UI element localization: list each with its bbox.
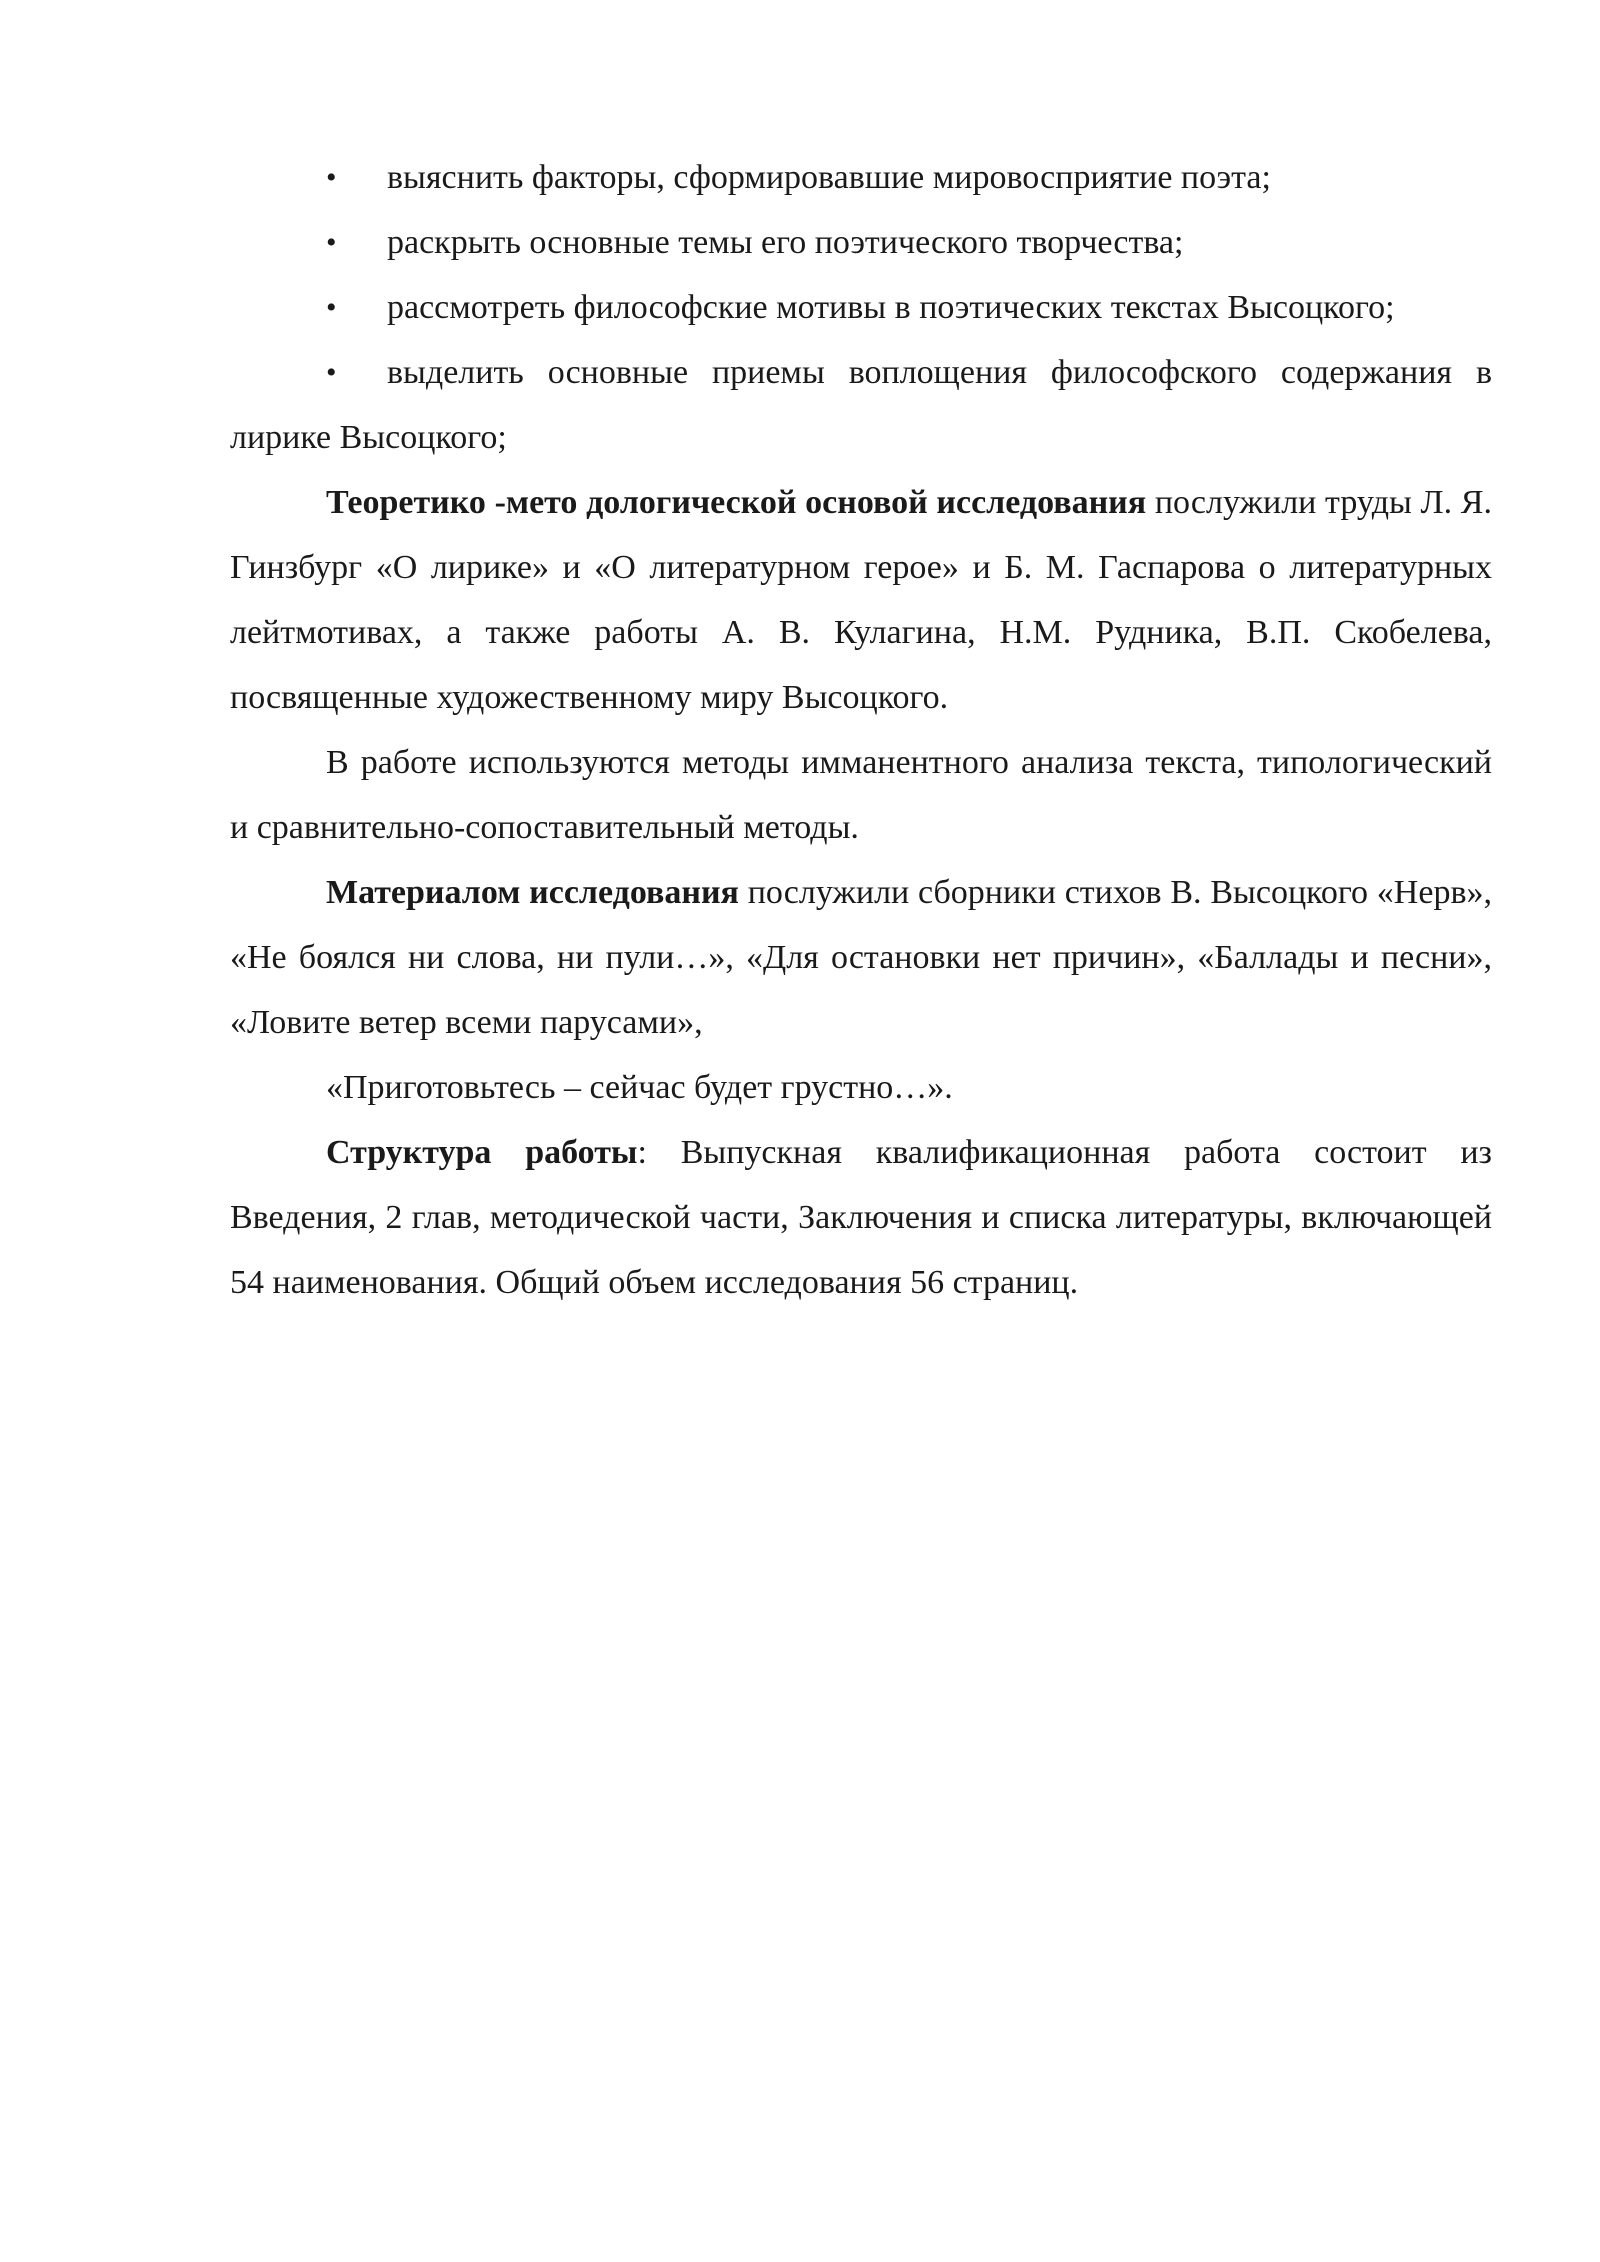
theory-paragraph	[230, 470, 1492, 730]
material-paragraph	[230, 860, 1492, 1055]
structure-paragraph	[230, 1120, 1492, 1315]
bullet-icon: •	[326, 226, 337, 259]
bullet-text: раскрыть основные темы его поэтического творчества;	[387, 224, 1184, 261]
bullet-item-2	[230, 210, 1492, 275]
bullet-icon: •	[326, 291, 337, 324]
bullet-item-4	[230, 340, 1492, 470]
structure-heading: Структура работы	[326, 1134, 638, 1171]
material-text: послужили сборники стихов В. Высоцкого «Нерв», «Не боялся ни слова, ни пули…», «Для остановки нет причин», «Баллады и песни», «Ловите ветер всеми парусами»,	[230, 874, 1493, 1041]
document-page	[230, 145, 1492, 1315]
theory-heading: Теоретико -мето дологической основой исследования	[326, 484, 1147, 521]
bullet-text: выяснить факторы, сформировавшие мировосприятие поэта;	[387, 159, 1271, 196]
material-continuation: «Приготовьтесь – сейчас будет грустно…».	[326, 1069, 953, 1106]
bullet-icon: •	[326, 356, 337, 389]
material-heading: Материалом исследования	[326, 874, 739, 911]
methods-paragraph: В работе используются методы имманентного анализа текста, типологический и сравнительно-сопоставительный методы.	[230, 744, 1492, 846]
bullet-text: выделить основные приемы воплощения философского содержания в лирике Высоцкого;	[230, 354, 1492, 456]
bullet-icon: •	[326, 161, 337, 194]
bullet-item-1	[230, 145, 1492, 210]
structure-text: : Выпускная квалификационная работа состоит из Введения, 2 глав, методической части, Заключения и списка литературы, включающей 54 наименования. Общий объем исследования 56 страниц.	[230, 1134, 1492, 1301]
bullet-item-3	[230, 275, 1492, 340]
theory-text: послужили труды Л. Я. Гинзбург «О лирике» и «О литературном герое» и Б. М. Гаспарова о литературных лейтмотивах, а также работы А. В. Кулагина, Н.М. Рудника, В.П. Скобелева, посвященные художественному миру Высоцкого.	[230, 484, 1492, 716]
bullet-text: рассмотреть философские мотивы в поэтических текстах Высоцкого;	[387, 289, 1395, 326]
